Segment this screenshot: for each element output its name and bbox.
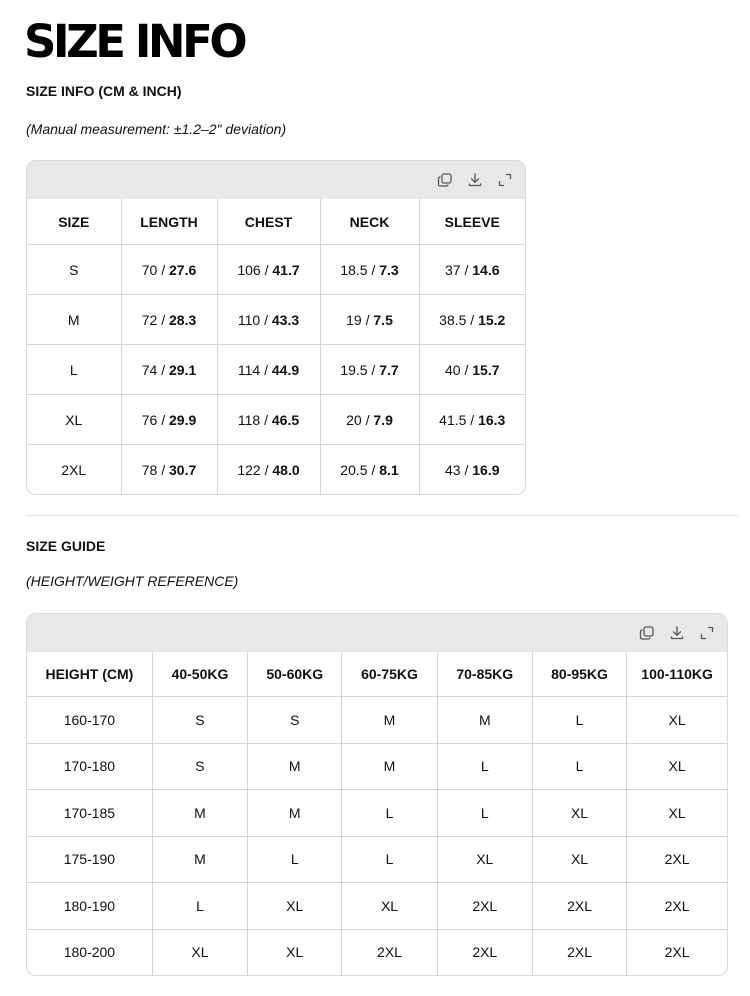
measure-cell: 19 / 7.5 bbox=[320, 295, 419, 345]
measure-cell: 114 / 44.9 bbox=[217, 345, 320, 395]
size-cell: M bbox=[152, 836, 247, 883]
column-header: 70-85KG bbox=[437, 652, 532, 697]
size-cell: 2XL bbox=[627, 883, 727, 930]
copy-icon[interactable] bbox=[437, 172, 453, 188]
size-cell: XL bbox=[248, 883, 342, 930]
size-cell: 2XL bbox=[437, 883, 532, 930]
measure-cell: 70 / 27.6 bbox=[121, 245, 217, 295]
measure-cell: 41.5 / 16.3 bbox=[419, 395, 525, 445]
size-cell: M bbox=[342, 697, 437, 744]
measure-cell: 72 / 28.3 bbox=[121, 295, 217, 345]
table-row bbox=[27, 836, 727, 883]
measure-cell: 74 / 29.1 bbox=[121, 345, 217, 395]
size-cell: XL bbox=[437, 836, 532, 883]
size-cell: M bbox=[437, 697, 532, 744]
height-cell: 175-190 bbox=[27, 836, 152, 883]
measure-cell: 122 / 48.0 bbox=[217, 445, 320, 495]
height-cell: 170-185 bbox=[27, 790, 152, 837]
table-row bbox=[27, 697, 727, 744]
measure-cell: 118 / 46.5 bbox=[217, 395, 320, 445]
height-cell: 180-200 bbox=[27, 929, 152, 975]
measure-cell: 43 / 16.9 bbox=[445, 461, 500, 478]
table-row bbox=[27, 445, 525, 495]
measure-cell: 20 / 7.9 bbox=[320, 395, 419, 445]
size-cell: L bbox=[248, 836, 342, 883]
size-cell: 2XL bbox=[342, 929, 437, 975]
column-header: 40-50KG bbox=[152, 652, 247, 697]
height-cell: 160-170 bbox=[27, 697, 152, 744]
size-cell: XL bbox=[27, 395, 121, 445]
table-row bbox=[27, 883, 727, 930]
table-row bbox=[27, 395, 525, 445]
copy-icon[interactable] bbox=[639, 625, 655, 641]
column-header: SIZE bbox=[27, 199, 121, 245]
column-header: HEIGHT (CM) bbox=[27, 652, 152, 697]
size-cell: M bbox=[342, 743, 437, 790]
size-cell: L bbox=[27, 345, 121, 395]
size-cell: 2XL bbox=[532, 883, 626, 930]
table-toolbar bbox=[27, 161, 525, 199]
table-row bbox=[27, 743, 727, 790]
size-cell: XL bbox=[627, 790, 727, 837]
measure-cell: 18.5 / 7.3 bbox=[320, 245, 419, 295]
column-header: 50-60KG bbox=[248, 652, 342, 697]
measure-cell: 106 / 41.7 bbox=[217, 245, 320, 295]
column-header: SLEEVE bbox=[419, 199, 525, 245]
size-cell: M bbox=[152, 790, 247, 837]
table-toolbar bbox=[27, 614, 727, 652]
measure-cell: 19.5 / 7.7 bbox=[320, 345, 419, 395]
height-cell: 170-180 bbox=[27, 743, 152, 790]
size-cell: XL bbox=[532, 836, 626, 883]
size-cell: M bbox=[248, 790, 342, 837]
expand-icon[interactable] bbox=[699, 625, 715, 641]
column-header: CHEST bbox=[217, 199, 320, 245]
size-info-table-card bbox=[26, 160, 526, 495]
column-header: 100-110KG bbox=[627, 652, 727, 697]
size-cell: XL bbox=[627, 697, 727, 744]
size-cell: XL bbox=[248, 929, 342, 975]
size-cell: XL bbox=[627, 743, 727, 790]
size-info-heading: SIZE INFO (CM & INCH) bbox=[26, 83, 182, 99]
size-cell: L bbox=[532, 697, 626, 744]
table-row bbox=[27, 295, 525, 345]
size-cell: S bbox=[248, 697, 342, 744]
measurement-note: (Manual measurement: ±1.2–2" deviation) bbox=[26, 121, 287, 137]
column-header: 60-75KG bbox=[342, 652, 437, 697]
table-row bbox=[27, 245, 525, 295]
page-title: SIZE INFO bbox=[24, 15, 245, 68]
size-guide-table bbox=[27, 652, 727, 975]
size-cell: 2XL bbox=[664, 944, 690, 961]
measure-cell: 20.5 / 8.1 bbox=[320, 445, 419, 495]
size-cell: 2XL bbox=[627, 836, 727, 883]
size-guide-table-card bbox=[26, 613, 728, 976]
size-cell: XL bbox=[342, 883, 437, 930]
measure-cell: 76 / 29.9 bbox=[121, 395, 217, 445]
size-guide-heading: SIZE GUIDE bbox=[26, 538, 106, 554]
download-icon[interactable] bbox=[669, 625, 685, 641]
size-cell: L bbox=[532, 743, 626, 790]
size-cell: L bbox=[437, 790, 532, 837]
measure-cell: 110 / 43.3 bbox=[217, 295, 320, 345]
table-header-row bbox=[27, 652, 727, 697]
size-guide-note: (HEIGHT/WEIGHT REFERENCE) bbox=[26, 573, 239, 589]
measure-cell: 78 / 30.7 bbox=[121, 445, 217, 495]
column-header: LENGTH bbox=[121, 199, 217, 245]
size-cell: S bbox=[152, 697, 247, 744]
size-cell: L bbox=[342, 790, 437, 837]
height-cell: 180-190 bbox=[27, 883, 152, 930]
size-cell: 2XL bbox=[437, 929, 532, 975]
column-header: 80-95KG bbox=[532, 652, 626, 697]
size-info-table bbox=[27, 199, 525, 494]
table-row bbox=[27, 345, 525, 395]
size-cell: 2XL bbox=[27, 445, 121, 495]
size-cell: L bbox=[437, 743, 532, 790]
size-cell: L bbox=[152, 883, 247, 930]
download-icon[interactable] bbox=[467, 172, 483, 188]
size-cell: 2XL bbox=[532, 929, 626, 975]
measure-cell: 40 / 15.7 bbox=[419, 345, 525, 395]
size-cell: L bbox=[342, 836, 437, 883]
size-cell: S bbox=[27, 245, 121, 295]
size-cell: XL bbox=[152, 929, 247, 975]
size-cell: M bbox=[27, 295, 121, 345]
table-row bbox=[27, 790, 727, 837]
column-header: NECK bbox=[320, 199, 419, 245]
measure-cell: 38.5 / 15.2 bbox=[419, 295, 525, 345]
size-cell: XL bbox=[532, 790, 626, 837]
section-divider bbox=[26, 515, 738, 516]
size-cell: M bbox=[248, 743, 342, 790]
size-cell: S bbox=[152, 743, 247, 790]
measure-cell: 37 / 14.6 bbox=[419, 245, 525, 295]
expand-icon[interactable] bbox=[497, 172, 513, 188]
table-header-row bbox=[27, 199, 525, 245]
table-row bbox=[27, 929, 727, 975]
